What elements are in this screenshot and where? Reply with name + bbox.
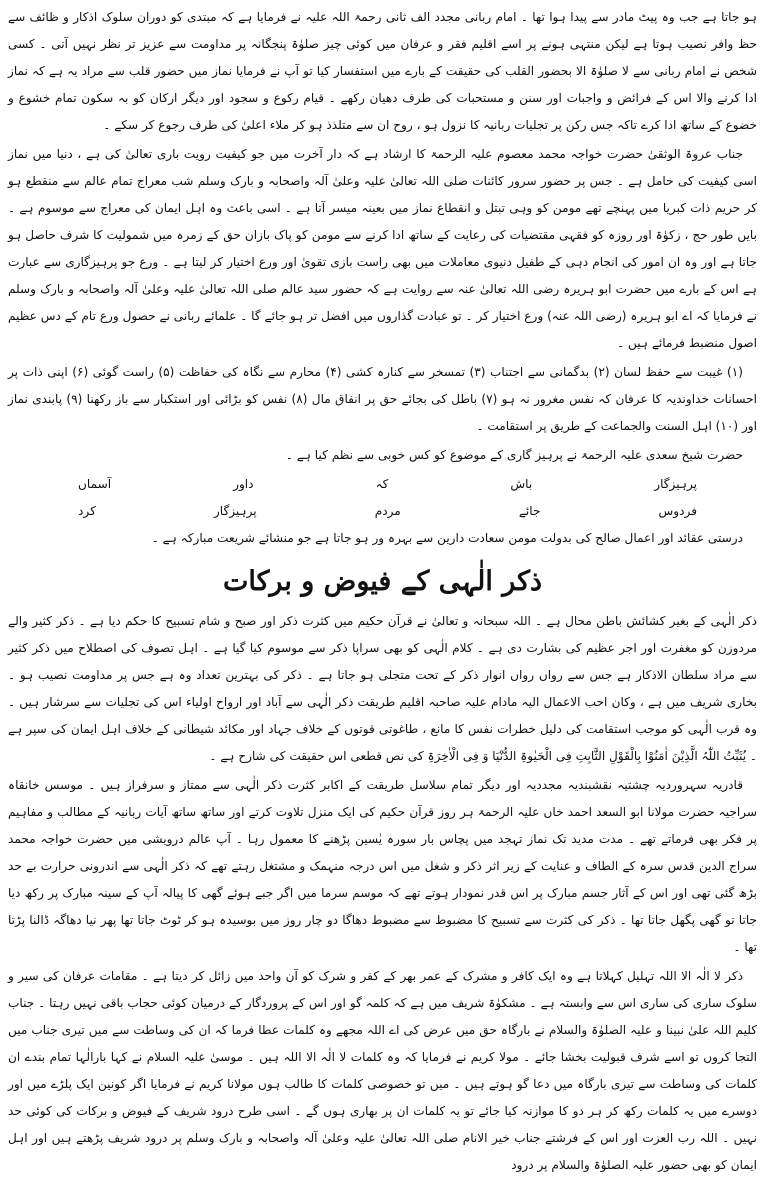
verse-word: مردم [374, 504, 401, 518]
persian-verse-line-1 [8, 471, 757, 498]
paragraph-righteous-deeds: درستی عقائد اور اعمال صالح کی بدولت مومن سعادت دارین سے بہرہ ور ہو جاتا ہے جو منشائے شریعت مبارکہ ہے ۔ [151, 531, 743, 545]
verse-word: کرد [78, 504, 96, 518]
paragraph-ten-principles: (۱) غیبت سے حفظ لسان (۲) بدگمانی سے اجتناب (۳) تمسخر سے کنارہ کشی (۴) محارم سے نگاہ کی حفاظت (۵) راست گوئی (۶) اپنی ذات پر احسانات خداوندیہ کا عرفان کہ نفس مغرور نہ ہو (۷) باطل کی بجائے حق پر انفاق مال (۸) نفس کو بڑائی اور استکبار سے باز رکھنا (۹) پابندی نماز اور (۱۰) اہل السنت والجماعت کے طریق پر استقامت ۔ [8, 365, 757, 433]
persian-verse-line-2 [8, 498, 757, 525]
paragraph-tahlil: ذکر لا الٰہ الا اللہ تہلیل کہلاتا ہے وہ ایک کافر و مشرک کے عمر بھر کے کفر و شرک کو آن واحد میں زائل کر دیتا ہے ۔ مقامات عرفان کی سیر و سلوک ساری کی ساری اس سے وابستہ ہے ۔ مشکوٰۃ شریف میں ہے کہ کلمہ گو اور اس کے پروردگار کے درمیان کوئی حجاب باقی نہیں رہتا ۔ جناب کلیم اللہ علیٰ نبینا و علیہ الصلوٰۃ والسلام نے بارگاہ حق میں عرض کی اے اللہ مجھے وہ کلمات عطا فرما کہ ان کی وساطت سے میں تیری جناب میں التجا کروں تو اسے شرف قبولیت بخشا جائے ۔ مولا کریم نے فرمایا کہ وہ کلمات لا الٰہ الا اللہ ہیں ۔ موسیٰ علیہ السلام نے کہا بارالٰہا تمام بندے ان کلمات کی وساطت سے تیری بارگاہ میں دعا گو ہوتے ہیں ۔ میں تو خصوصی کلمات کا طالب ہوں مولانا کریم نے فرمایا اگر کونین ایک پلڑے میں اور دوسرے میں یہ کلمات رکھ کر ہر دو کا موازنہ کیا جائے تو یہ کلمات ان پر بھاری ہوں گے ۔ اسی طرح درود شریف کے فیوض و برکات کی کوئی حد نہیں ۔ اللہ رب العزت اور اس کے فرشتے جناب خیر الانام صلی اللہ تعالیٰ علیہ وعلیٰ آلہ واصحابہ و بارک وسلم پر درود شریف پڑھتے ہیں اور اہل ایمان کو بھی حضور علیہ الصلوٰۃ والسلام پر درود [8, 969, 757, 1172]
paragraph-saadi-intro: حضرت شیخ سعدی علیہ الرحمۃ نے پرہیز گاری کے موضوع کو کس خوبی سے نظم کیا ہے ۔ [285, 448, 743, 462]
verse-word: کہ [375, 477, 389, 491]
verse-word: جائے [518, 504, 541, 518]
section-heading: ذکر الٰہی کے فیوض و برکات [222, 566, 543, 597]
verse-word: باش [510, 477, 533, 491]
paragraph-prayer-presence: ہو جاتا ہے جب وہ پیٹ مادر سے پیدا ہوا تھا ۔ امام ربانی مجدد الف ثانی رحمۃ اللہ علیہ نے فرمایا ہے کہ مبتدی کو دوران سلوک اذکار و ظائف سے حظ وافر نصیب ہوتا ہے لیکن منتہی ہونے پر اسے اقلیم فقر و عرفان میں کوئی چیز صلوٰۃ پنجگانہ پر مداومت سے عزیز تر نظر نہیں آتی ۔ کسی شخص نے امام ربانی سے لا صلوٰۃ الا بحضور القلب کی حقیقت کے بارے میں استفسار کیا تو آپ نے فرمایا نماز میں حضور قلب سے مراد یہ ہے کہ نماز ادا کرنے والا اس کے فرائض و واجبات اور سنن و مستحبات کی طرف دھیان رکھے ۔ قیام رکوع و سجود اور دیگر ارکان کو بہ سکون تمام خشوع و خضوع کے ساتھ ادا کرے تاکہ جس رکن پر تجلیات ربانیہ کا نزول ہو ، روح ان سے متلذذ ہو کر ملاء اعلیٰ کی طرف رجوع کر سکے ۔ [8, 10, 757, 132]
paragraph-sufi-orders: قادریہ سہروردیہ چشتیہ نقشبندیہ مجددیہ اور دیگر تمام سلاسل طریقت کے اکابر کثرت ذکر الٰہی سے ممتاز و سرفراز ہیں ۔ موسس خانقاہ سراجیہ حضرت مولانا ابو السعد احمد خاں علیہ الرحمۃ ہر روز قرآن حکیم کی ایک منزل تلاوت کرتے اور ساتھ ساتھ آیات ربانیہ کے مطالب و مفاہیم پر فکر بھی فرماتے تھے ۔ مدت مدید تک نماز تہجد میں پچاس بار سورہ یٰسین پڑھنے کا معمول رہا ۔ آپ عالم درویشی میں حضرت خواجہ محمد سراج الدین قدس سرہ کے الطاف و عنایت کے زیر اثر ذکر و شغل میں اس درجہ منہمک و مشتغل رہتے تھے کہ ذکر الٰہی سے اندرونی حرارت بے حد بڑھ گئی تھی اور اس کے آثار جسم مبارک پر اس قدر نمودار ہوتے تھے کہ موسم سرما میں اگر جبے ہوئے گھی کا پیالہ آپ کے سینہ مبارک پر رکھ دیا جاتا تو گھی پگھل جاتا تھا ۔ ذکر کی کثرت سے تسبیح کا مضبوط سے مضبوط دھاگا دو چار روز میں بوسیدہ ہو کر ٹوٹ جاتا تھا پھر نیا دھاگہ ڈالنا پڑتا تھا ۔ [8, 778, 757, 954]
paragraph-dhikr-virtues: ذکر الٰہی کے بغیر کشائش باطن محال ہے ۔ اللہ سبحانہ و تعالیٰ نے قرآن حکیم میں کثرت ذکر اور صبح و شام تسبیح کا حکم دیا ہے ۔ ذکر کثیر والے مردوزن کو مغفرت اور اجر عظیم کی بشارت دی ہے ۔ کلام الٰہی کو بھی سراپا ذکر سے موسوم کیا گیا ہے ۔ اہل تصوف کی اصطلاح میں ذکر کثیر سے مراد سلطان الاذکار ہے جس سے رواں رواں انوار ذکر کے تحت متجلی ہو جاتا ہے ۔ ذکر کی بہترین تعداد وہ ہے جس پر مداومت نصیب ہو ۔ بخاری شریف میں ہے ، وکان احب الاعمال الیہ مادام علیہ صاحبہ اقلیم طریقت ذکر الٰہی سے آباد اور ارواح اولیاء اس کی تجلیات سے سرشار ہیں ۔ وہ قرب الٰہی کو موجب استقامت کی دلیل خطرات نفس کا مانع ، طاغوتی قوتوں کے خلاف جہاد اور مکائد شیطانی کے خلاف اہل ایمان کی سپر ہے ۔ یُثَبِّتُ اللّٰہُ الَّذِیْنَ اٰمَنُوْا بِالْقَوْلِ الثَّابِتِ فِی الْحَیٰوۃِ الدُّنْیَا وَ فِی الْاٰخِرَۃِ کی نص قطعی اس حقیقت کی شارح ہے ۔ [8, 614, 757, 763]
verse-word: پرہیزگار [654, 477, 697, 491]
verse-word: پرہیزگار [213, 504, 257, 518]
verse-word: داور [233, 477, 254, 491]
verse-word: فردوس [658, 504, 697, 518]
verse-word: آسماں [78, 477, 112, 491]
paragraph-prayer-miraj: جناب عروۃ الوثقیٰ حضرت خواجہ محمد معصوم علیہ الرحمۃ کا ارشاد ہے کہ دار آخرت میں جو کیفیت رویت باری تعالیٰ کی ہے ، دنیا میں نماز اسی کیفیت کی حامل ہے ۔ جس پر حضور سرور کائنات صلی اللہ تعالیٰ علیہ وعلیٰ آلہ واصحابہ و بارک وسلم شب معراج تمام عالم سے منقطع ہو کر حریم ذات کبریا میں پہنچے تھے مومن کو وہی تبتل و انقطاع نماز میں بعینہ میسر آتا ہے ۔ اسی باعث وہ اہل ایمان کی معراج سے موسوم ہے ۔ بایں طور حج ، زکوٰۃ اور روزہ کو فقہی مقتضیات کی رعایت کے ساتھ ادا کرنے سے مومن کو پاک بازان حق کے زمرہ میں شمولیت کا شرف حاصل ہو جاتا ہے اور وہ ان امور کی انجام دہی کے طفیل دنیوی معاملات میں بھی راست بازی تقویٰ اور ورع اختیار کر لیتا ہے ۔ ورع جو پرہیزگاری سے عبارت ہے اس کے بارے میں حضرت ابو ہریرہ رضی اللہ تعالیٰ عنہ سے روایت ہے کہ حضور سید عالم صلی اللہ تعالیٰ علیہ وعلیٰ آلہ واصحابہ و بارک وسلم نے فرمایا کہ اے ابو ہریرہ (رضی اللہ عنہ) ورع اختیار کر ۔ تو عبادت گذاروں میں افضل تر ہو جائے گا ۔ علمائے ربانی نے حصول ورع تام کے دس عظیم اصول منضبط فرمائے ہیں ۔ [8, 147, 757, 350]
